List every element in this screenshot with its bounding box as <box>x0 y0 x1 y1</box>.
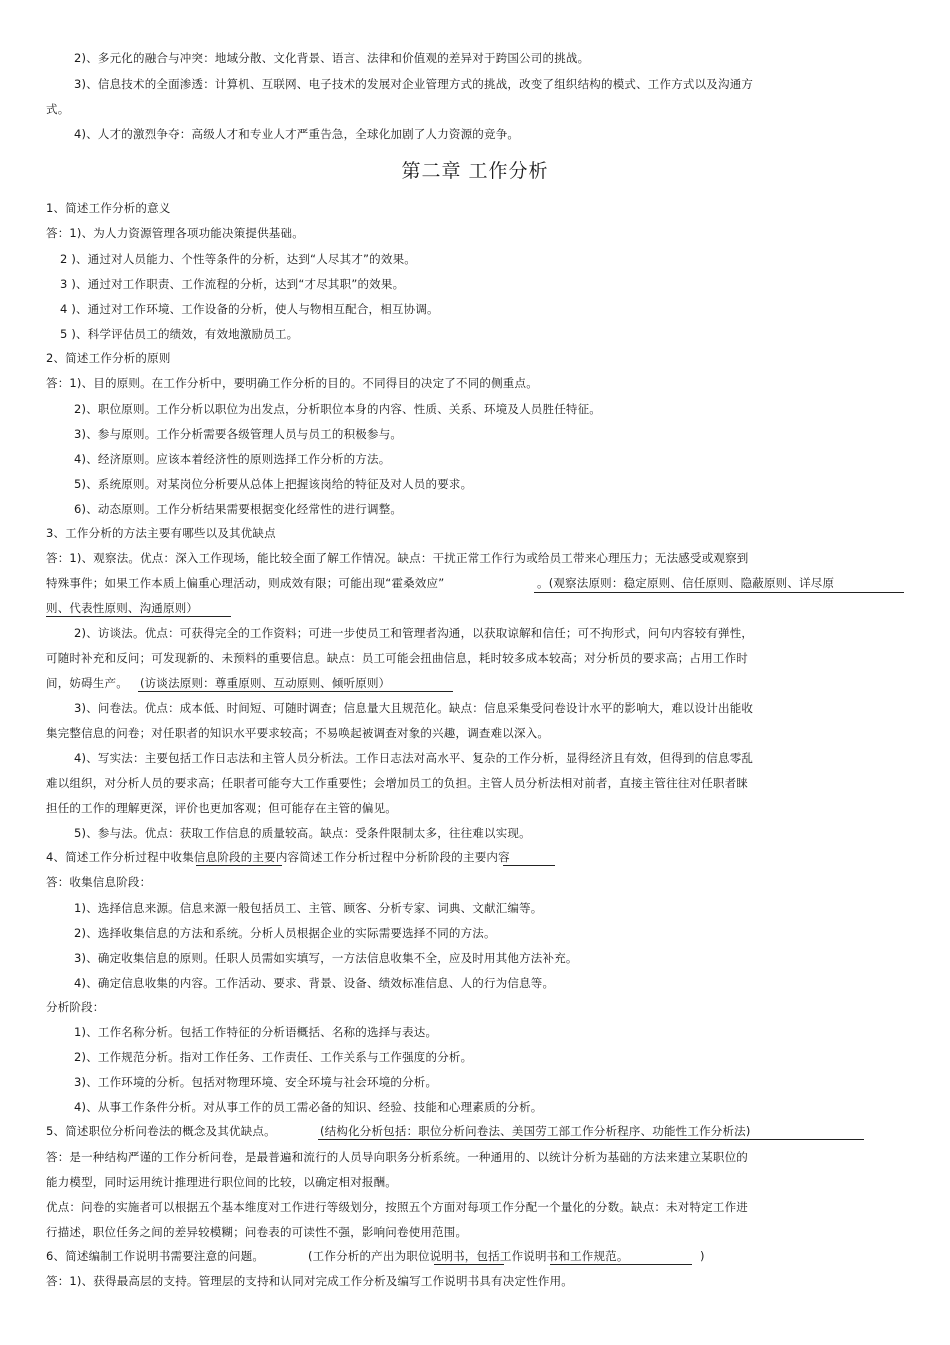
underline <box>46 616 231 617</box>
answer-line: 3)、问卷法。优点：成本低、时间短、可随时调查；信息量大且规范化。缺点：信息采集受问卷设计水平的影响大，难以设计出能收 <box>74 701 754 715</box>
answer-line: 2)、选择收集信息的方法和系统。分析人员根据企业的实际需要选择不同的方法。 <box>74 926 496 940</box>
underline <box>550 1264 692 1265</box>
answer-line: 答：1)、目的原则。在工作分析中，要明确工作分析的目的。不同得目的决定了不同的侧重点。 <box>46 376 538 390</box>
answer-line: 间，妨碍生产。 <box>46 676 128 690</box>
question-heading: 1、简述工作分析的意义 <box>46 201 171 215</box>
answer-line: 5)、参与法。优点：获取工作信息的质量较高。缺点：受条件限制太多，往往难以实现。 <box>74 826 531 840</box>
underline <box>434 1264 504 1265</box>
answer-line: 答：收集信息阶段： <box>46 875 152 889</box>
answer-line: 5)、系统原则。对某岗位分析要从总体上把握该岗给的特征及对人员的要求。 <box>74 477 473 491</box>
answer-note: 则、代表性原则、沟通原则） <box>46 601 199 615</box>
answer-line: 答：1)、获得最高层的支持。管理层的支持和认同对完成工作分析及编写工作说明书具有决定性作用。 <box>46 1274 573 1288</box>
intro-line: 2)、多元化的融合与冲突：地域分散、文化背景、语言、法律和价值观的差异对于跨国公司的挑战。 <box>74 51 590 65</box>
answer-note-close: ) <box>700 1249 705 1263</box>
answer-note: (工作分析的产出为职位说明书，包括工作说明书和工作规范。 <box>308 1249 629 1263</box>
answer-line: 3 )、通过对工作职责、工作流程的分析，达到“才尽其职”的效果。 <box>60 277 405 291</box>
answer-line: 集完整信息的问卷；对任职者的知识水平要求较高；不易唤起被调查对象的兴趣，调查难以深入。 <box>46 726 550 740</box>
intro-line: 式。 <box>46 102 70 116</box>
answer-line: 答：是一种结构严谨的工作分析问卷，是最普遍和流行的人员导向职务分析系统。一种通用的、以统计分析为基础的方法来建立某职位的 <box>46 1150 748 1164</box>
answer-line: 特殊事件；如果工作本质上偏重心理活动，则成效有限；可能出现“霍桑效应” <box>46 576 445 590</box>
underline <box>534 592 904 593</box>
answer-line: 2)、职位原则。工作分析以职位为出发点，分析职位本身的内容、性质、关系、环境及人员胜任特征。 <box>74 402 601 416</box>
chapter-title: 第二章 工作分析 <box>401 160 549 182</box>
answer-line: 能力模型，同时运用统计推理进行职位间的比较，以确定相对报酬。 <box>46 1175 397 1189</box>
answer-line: 3)、参与原则。工作分析需要各级管理人员与员工的积极参与。 <box>74 427 403 441</box>
intro-line: 3)、信息技术的全面渗透：计算机、互联网、电子技术的发展对企业管理方式的挑战，改变了组织结构的模式、工作方式以及沟通方 <box>74 77 754 91</box>
answer-line: 优点：问卷的实施者可以根据五个基本维度对工作进行等级划分，按照五个方面对每项工作分配一个量化的分数。缺点：未对特定工作进 <box>46 1200 748 1214</box>
answer-line: 1)、工作名称分析。包括工作特征的分析语概括、名称的选择与表达。 <box>74 1025 438 1039</box>
answer-line: 6)、动态原则。工作分析结果需要根据变化经常性的进行调整。 <box>74 502 403 516</box>
underline <box>318 1139 864 1140</box>
answer-line: 2)、工作规范分析。指对工作任务、工作责任、工作关系与工作强度的分析。 <box>74 1050 473 1064</box>
answer-line: 4 )、通过对工作环境、工作设备的分析，使人与物相互配合，相互协调。 <box>60 302 439 316</box>
answer-note: (结构化分析包括：职位分析问卷法、美国劳工部工作分析程序、功能性工作分析法) <box>320 1124 751 1138</box>
answer-line: 答：1)、为人力资源管理各项功能决策提供基础。 <box>46 226 304 240</box>
answer-line: 担任的工作的理解更深，评价也更加客观；但可能存在主管的偏见。 <box>46 801 397 815</box>
answer-line: 5 )、科学评估员工的绩效，有效地激励员工。 <box>60 327 299 341</box>
answer-note: (访谈法原则：尊重原则、互动原则、倾听原则） <box>140 676 391 690</box>
answer-line: 2)、访谈法。优点：可获得完全的工作资料；可进一步使员工和管理者沟通，以获取谅解和信任；可不拘形式，问句内容较有弹性， <box>74 626 754 640</box>
question-heading: 3、工作分析的方法主要有哪些以及其优缺点 <box>46 526 276 540</box>
answer-line: 分析阶段： <box>46 1000 105 1014</box>
answer-line: 可随时补充和反问；可发现新的、未预料的重要信息。缺点：员工可能会扭曲信息，耗时较多成本较高；对分析员的要求高；占用工作时 <box>46 651 748 665</box>
question-heading: 5、简述职位分析问卷法的概念及其优缺点。 <box>46 1124 276 1138</box>
answer-line: 难以组织，对分析人员的要求高；任职者可能夸大工作重要性；会增加员工的负担。主管人员分析法相对前者，直接主管往往对任职者睐 <box>46 776 748 790</box>
answer-line: 4)、经济原则。应该本着经济性的原则选择工作分析的方法。 <box>74 452 391 466</box>
underline <box>196 865 282 866</box>
intro-line: 4)、人才的激烈争夺：高级人才和专业人才严重告急，全球化加剧了人力资源的竞争。 <box>74 127 520 141</box>
answer-line: 4)、从事工作条件分析。对从事工作的员工需必备的知识、经验、技能和心理素质的分析。 <box>74 1100 543 1114</box>
question-heading: 2、简述工作分析的原则 <box>46 351 171 365</box>
answer-line: 答：1)、观察法。优点：深入工作现场，能比较全面了解工作情况。缺点：干扰正常工作行为或给员工带来心理压力；无法感受或观察到 <box>46 551 749 565</box>
answer-line: 4)、确定信息收集的内容。工作活动、要求、背景、设备、绩效标准信息、人的行为信息等。 <box>74 976 555 990</box>
underline <box>138 691 453 692</box>
answer-line: 2 )、通过对人员能力、个性等条件的分析，达到“人尽其才”的效果。 <box>60 252 416 266</box>
answer-line: 3)、工作环境的分析。包括对物理环境、安全环境与社会环境的分析。 <box>74 1075 438 1089</box>
answer-note: 。(观察法原则：稳定原则、信任原则、隐蔽原则、详尽原 <box>537 576 835 590</box>
question-heading: 6、简述编制工作说明书需要注意的问题。 <box>46 1249 265 1263</box>
answer-line: 1)、选择信息来源。信息来源一般包括员工、主管、顾客、分析专家、词典、文献汇编等。 <box>74 901 543 915</box>
answer-line: 4)、写实法：主要包括工作日志法和主管人员分析法。工作日志法对高水平、复杂的工作分析，显得经济且有效，但得到的信息零乱 <box>74 751 754 765</box>
answer-line: 行描述，职位任务之间的差异较模糊；问卷表的可读性不强，影响问卷使用范围。 <box>46 1225 468 1239</box>
answer-line: 3)、确定收集信息的原则。任职人员需如实填写，一方法信息收集不全，应及时用其他方法补充。 <box>74 951 578 965</box>
underline <box>503 865 555 866</box>
question-heading: 4、简述工作分析过程中收集信息阶段的主要内容简述工作分析过程中分析阶段的主要内容 <box>46 850 510 864</box>
